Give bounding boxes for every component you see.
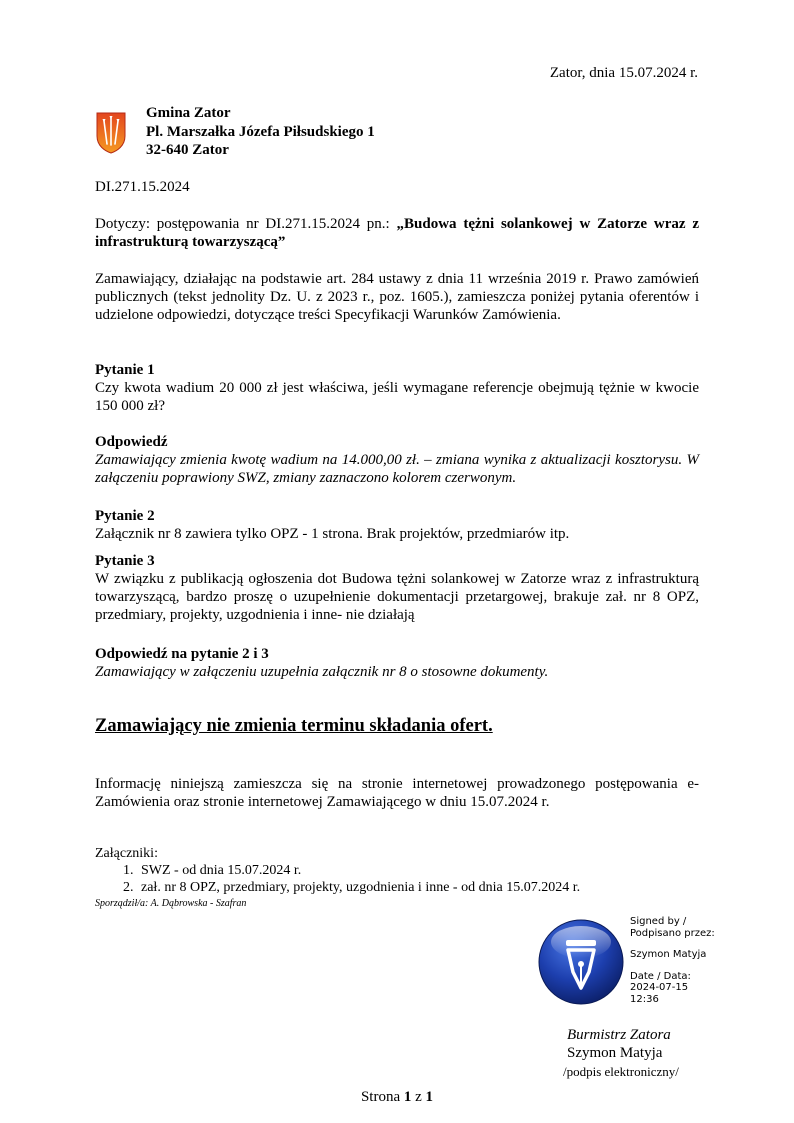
footer-page-total: 1 xyxy=(425,1089,434,1105)
question-1-heading: Pytanie 1 xyxy=(95,362,155,378)
attachments-list xyxy=(95,862,699,896)
answer-1 xyxy=(95,433,699,487)
question-3-text: W związku z publikacją ogłoszenia dot Budowa tężni solankowej w Zatorze wraz z infrastrukturą towarzyszącą, bardzo proszę o uzupełnienie dokumentacji przetargowej, brakuje zał. nr 8 OPZ, przedmiary, projekty, uzgodnienia i inne- nie działają xyxy=(95,571,699,623)
attachments-heading: Załączniki: xyxy=(95,846,158,861)
signed-by-label: Signed by / xyxy=(630,916,687,927)
question-2 xyxy=(95,507,699,543)
mayor-title: Burmistrz Zatora xyxy=(567,1027,671,1043)
signed-by-label-pl: Podpisano przez: xyxy=(630,927,715,939)
mayor-signature-block xyxy=(563,1026,679,1081)
attachments xyxy=(95,845,699,896)
answer-1-text: Zamawiający zmienia kwotę wadium na 14.000,00 zł. – zmiana wynika z aktualizacji kosztorysu. W załączeniu poprawiony SWZ, zmiany zaznaczono kolorem czerwonym. xyxy=(95,452,699,486)
deadline-notice: Zamawiający nie zmienia terminu składania ofert. xyxy=(95,716,493,736)
electronic-signature-note: /podpis elektroniczny/ xyxy=(563,1064,679,1079)
footer-prefix: Strona xyxy=(360,1089,404,1105)
signature-details xyxy=(630,916,730,1005)
fountain-pen-signature-icon xyxy=(537,918,625,1006)
question-2-text: Załącznik nr 8 zawiera tylko OPZ - 1 strona. Brak projektów, przedmiarów itp. xyxy=(95,526,570,542)
answer-2-3-heading: Odpowiedź na pytanie 2 i 3 xyxy=(95,646,269,662)
subject-prefix: Dotyczy: postępowania nr DI.271.15.2024 pn.: xyxy=(95,216,397,232)
signer-name: Szymon Matyja xyxy=(630,949,707,960)
sender-postcode: 32-640 Zator xyxy=(146,142,229,158)
question-1 xyxy=(95,361,699,415)
footer-middle: z xyxy=(411,1089,426,1105)
sender-name: Gmina Zator xyxy=(146,105,231,121)
document-date: Zator, dnia 15.07.2024 r. xyxy=(549,65,698,81)
signature-date-label: Date / Data: xyxy=(630,970,691,982)
question-1-text: Czy kwota wadium 20 000 zł jest właściwa, jeśli wymagane referencje obejmują tężnie w kwocie 150 000 zł? xyxy=(95,380,699,414)
reference-number: DI.271.15.2024 xyxy=(95,179,190,195)
sender-address xyxy=(146,104,375,160)
publication-info: Informację niniejszą zamieszcza się na stronie internetowej prowadzonego postępowania e-Zamówienia oraz stronie internetowej Zamawiającego w dniu 15.07.2024 r. xyxy=(95,776,699,810)
sender-street: Pl. Marszałka Józefa Piłsudskiego 1 xyxy=(146,123,375,140)
question-3-heading: Pytanie 3 xyxy=(95,553,155,569)
intro-paragraph: Zamawiający, działając na podstawie art. 284 ustawy z dnia 11 września 2019 r. Prawo zamówień publicznych (tekst jednolity Dz. U. z 2023 r., poz. 1605.), zamieszcza poniżej pytania oferentów i udzielone odpowiedzi, dotyczące treści Specyfikacji Warunków Zamówienia. xyxy=(95,271,699,323)
page-footer xyxy=(0,1088,794,1106)
subject-title: „Budowa tężni solankowej w Zatorze wraz z infrastrukturą towarzyszącą” xyxy=(95,216,699,250)
attachment-item: 1. SWZ - od dnia 15.07.2024 r. xyxy=(137,862,699,879)
subject-line xyxy=(95,215,699,251)
answer-1-heading: Odpowiedź xyxy=(95,434,168,450)
attachment-item: 2. zał. nr 8 OPZ, przedmiary, projekty, uzgodnienia i inne - od dnia 15.07.2024 r. xyxy=(137,879,699,896)
signature-time: 12:36 xyxy=(630,993,659,1005)
answer-2-3-text: Zamawiający w załączeniu uzupełnia załącznik nr 8 o stosowne dokumenty. xyxy=(95,664,549,680)
answer-2-3 xyxy=(95,645,699,681)
footer-page-number: 1 xyxy=(403,1089,412,1105)
question-2-heading: Pytanie 2 xyxy=(95,508,155,524)
signature-date: 2024-07-15 xyxy=(630,982,689,993)
mayor-name: Szymon Matyja xyxy=(567,1045,663,1061)
question-3 xyxy=(95,552,699,624)
gmina-coat-of-arms-icon xyxy=(96,112,126,154)
prepared-by: Sporządził/a: A. Dąbrowska - Szafran xyxy=(95,898,247,909)
